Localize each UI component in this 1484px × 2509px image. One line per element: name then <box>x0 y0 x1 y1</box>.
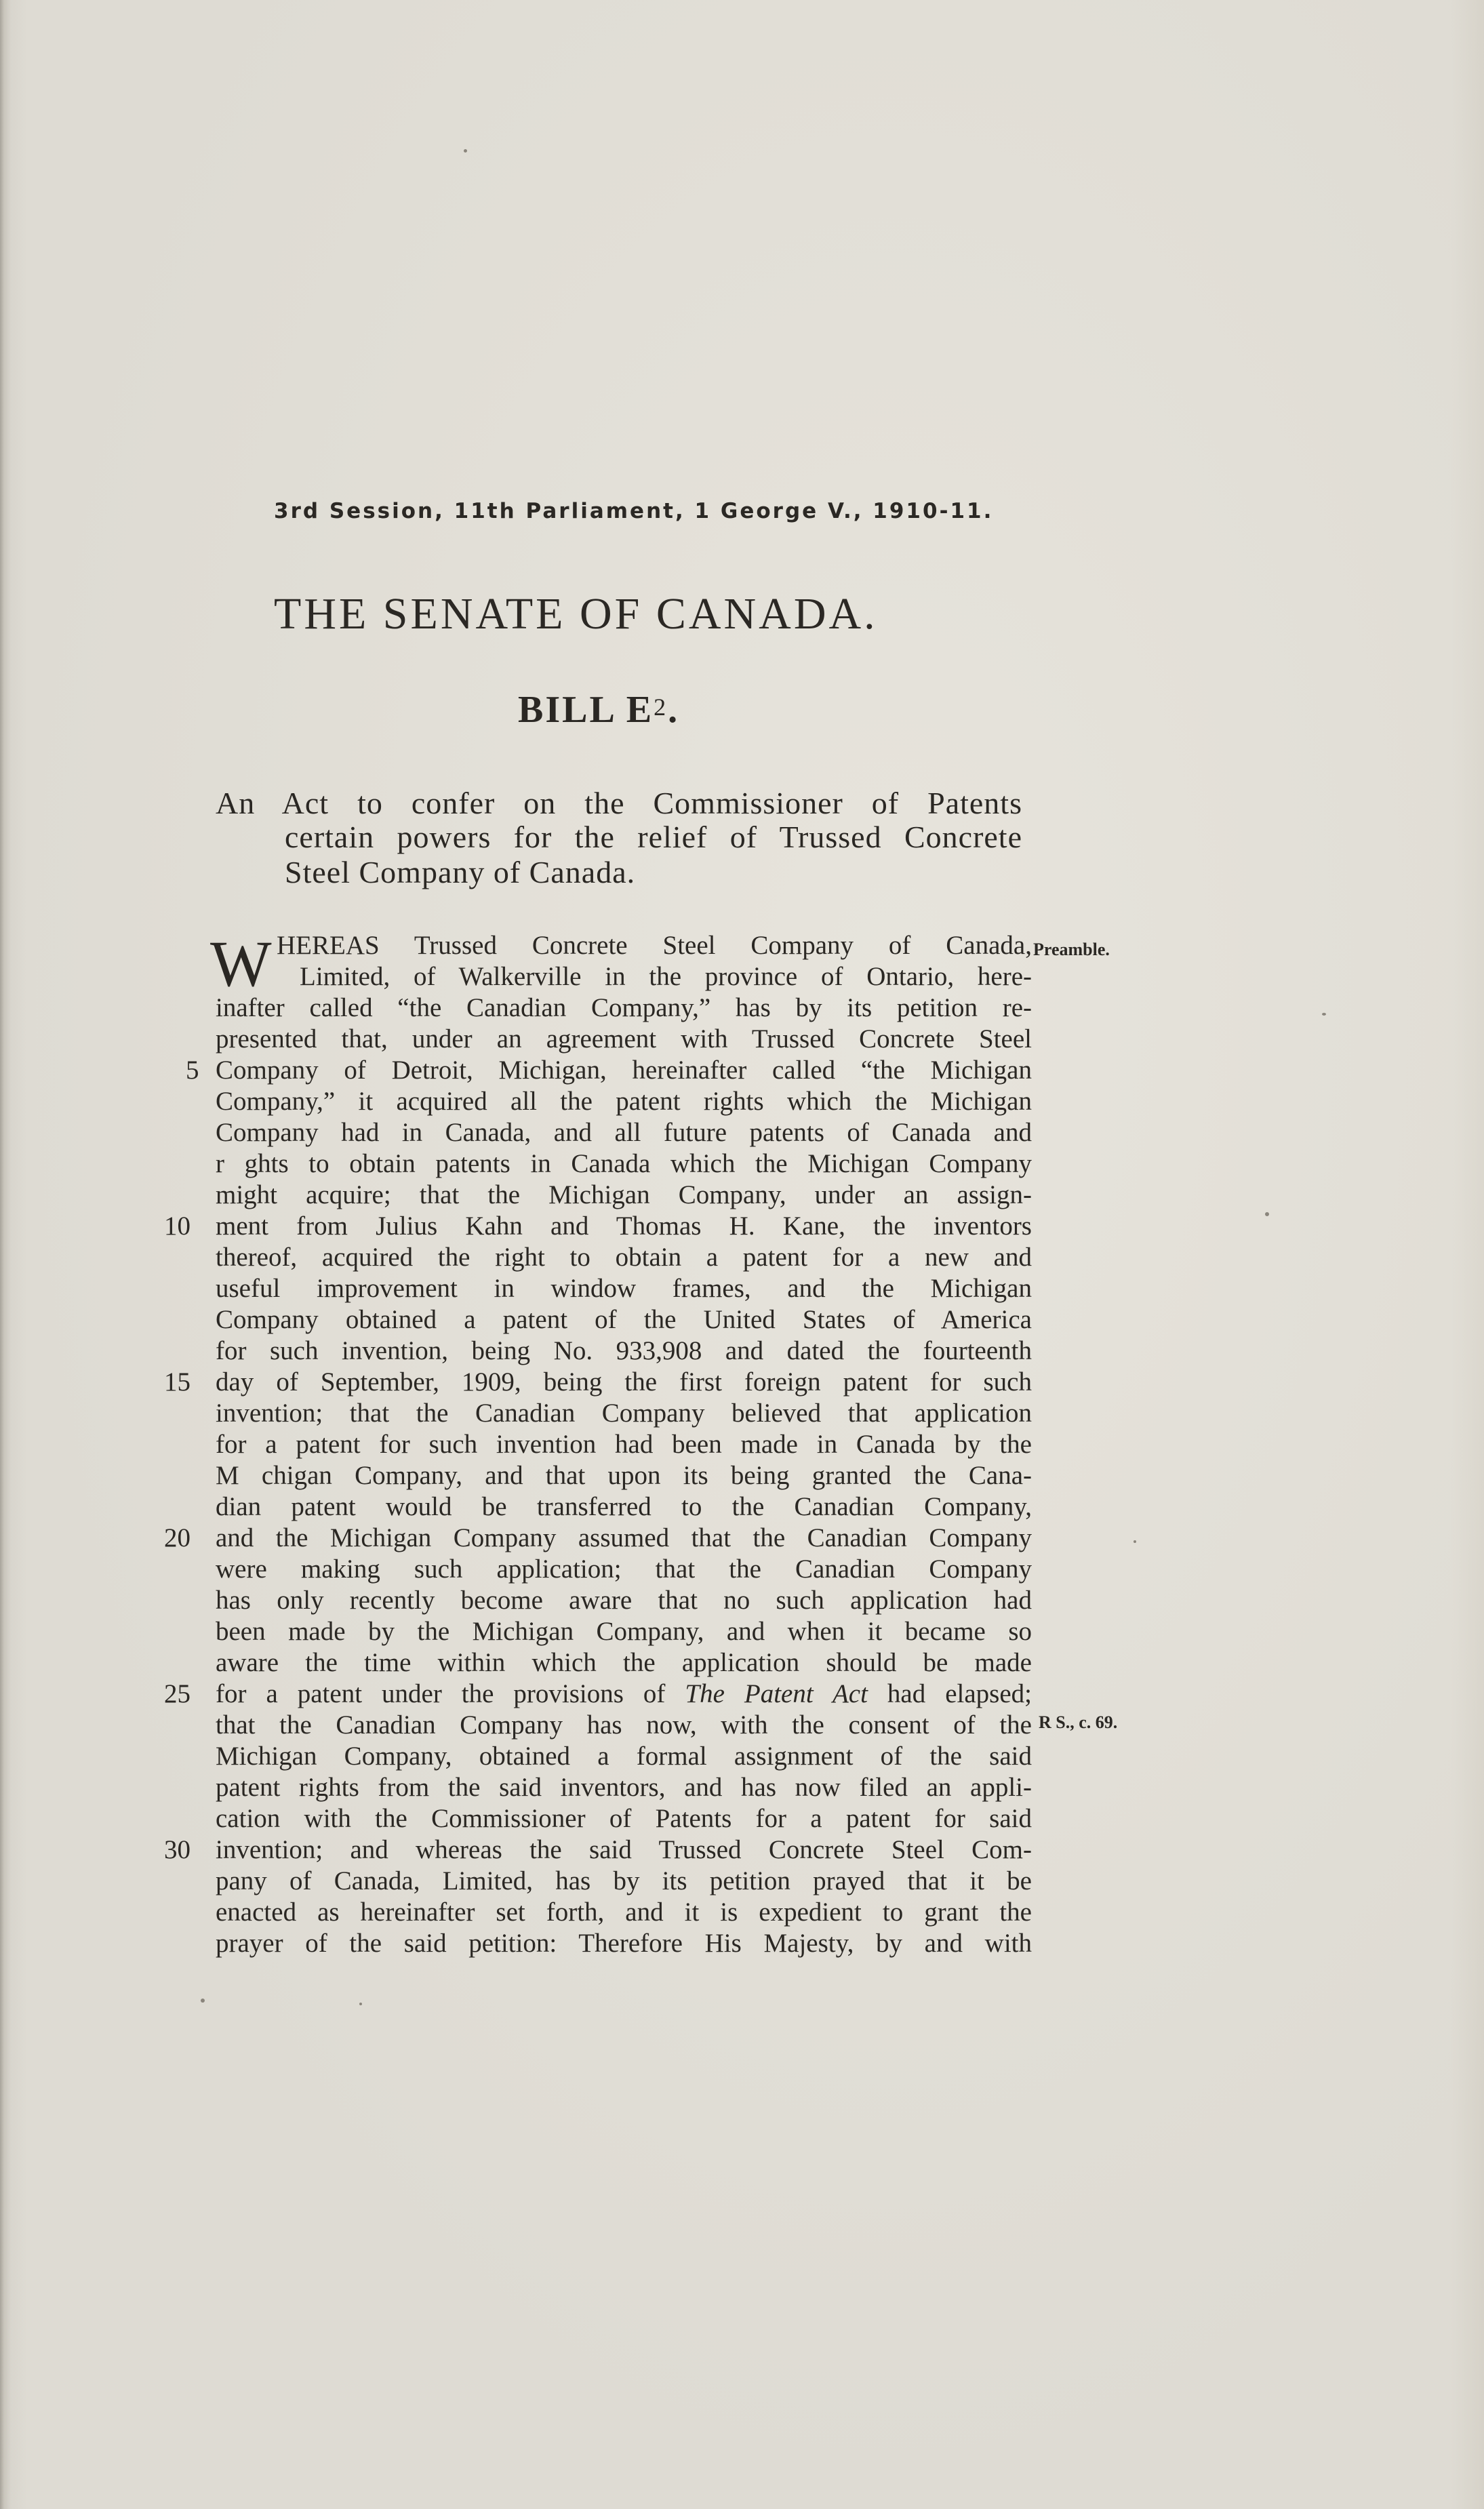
line-number: 20 <box>164 1523 190 1552</box>
preamble-line <box>164 1211 1032 1242</box>
preamble-line <box>164 1834 1032 1866</box>
line-text: Michigan Company, obtained a formal assignment of the said <box>216 1742 1032 1771</box>
line-text: prayer of the said petition: Therefore His Majesty, by and with <box>216 1929 1032 1958</box>
preamble-line <box>216 1616 1032 1647</box>
line-number: 25 <box>164 1679 190 1708</box>
line-text: were making such application; that the Canadian Company <box>216 1554 1032 1584</box>
bill-number <box>518 688 735 731</box>
preamble-line <box>216 1242 1032 1273</box>
bill-prefix: BILL E <box>518 689 654 731</box>
paper-speck <box>359 2003 362 2005</box>
preamble-line <box>216 1117 1032 1148</box>
preamble-line <box>216 1398 1032 1429</box>
preamble-line <box>216 1803 1032 1834</box>
line-text: that the Canadian Company has now, with the consent of the <box>216 1710 1032 1740</box>
bill-suffix: 2 <box>654 694 668 721</box>
line-text: thereof, acquired the right to obtain a patent for a new and <box>216 1243 1032 1272</box>
preamble-line <box>216 1897 1032 1928</box>
preamble-line <box>216 992 1032 1024</box>
line-text: has only recently become aware that no such application had <box>216 1586 1032 1615</box>
preamble-line <box>216 1866 1032 1897</box>
line-number: 30 <box>164 1835 190 1864</box>
preamble-line <box>186 1055 1032 1086</box>
preamble-line <box>216 1336 1032 1367</box>
preamble-line <box>216 1273 1032 1304</box>
line-text: Company,” it acquired all the patent rights which the Michigan <box>216 1087 1032 1116</box>
senate-heading: THE SENATE OF CANADA. <box>274 589 878 639</box>
paper-speck <box>1322 1013 1326 1016</box>
paper-speck <box>201 1999 205 2003</box>
line-text: for a patent under the provisions of The Patent Act had elapsed; <box>216 1679 1032 1708</box>
preamble-line <box>216 1585 1032 1616</box>
preamble-line <box>216 1741 1032 1772</box>
line-text: been made by the Michigan Company, and when it became so <box>216 1617 1032 1646</box>
line-text: enacted as hereinafter set forth, and it is expedient to grant the <box>216 1898 1032 1927</box>
line-text: r ghts to obtain patents in Canada which the Michigan Company <box>216 1149 1032 1178</box>
line-text: aware the time within which the application should be made <box>216 1648 1032 1677</box>
line-text: presented that, under an agreement with Trussed Concrete Steel <box>216 1024 1032 1053</box>
line-text: patent rights from the said inventors, and has now filed an appli- <box>216 1773 1032 1802</box>
preamble-line <box>164 1523 1032 1554</box>
preamble-line <box>216 961 1032 992</box>
preamble-line <box>216 1180 1032 1211</box>
margin-note-rs: R S., c. 69. <box>1039 1712 1118 1732</box>
line-number: 15 <box>164 1367 190 1397</box>
line-text: ment from Julius Kahn and Thomas H. Kane, the inventors <box>216 1211 1032 1241</box>
line-text: for a patent for such invention had been made in Canada by the <box>216 1430 1032 1459</box>
preamble-line <box>216 1024 1032 1055</box>
preamble-line <box>216 1429 1032 1460</box>
line-text: HEREAS Trussed Concrete Steel Company of Canada, <box>277 931 1032 960</box>
line-text: Company of Detroit, Michigan, hereinafter called “the Michigan <box>216 1056 1032 1085</box>
line-text: invention; that the Canadian Company believed that application <box>216 1399 1032 1428</box>
line-text: inafter called “the Canadian Company,” has by its petition re- <box>216 993 1032 1022</box>
preamble-line <box>216 1710 1032 1741</box>
preamble-line <box>216 1304 1032 1336</box>
preamble-line <box>164 1367 1032 1398</box>
preamble-line <box>216 930 1032 961</box>
session-header: 3rd Session, 11th Parliament, 1 George V., 1910-11. <box>274 499 994 523</box>
act-title-line-1: An Act to confer on the Commissioner of Patents <box>216 786 1022 820</box>
preamble-line <box>216 1460 1032 1491</box>
line-text: might acquire; that the Michigan Company, under an assign- <box>216 1180 1032 1209</box>
drop-cap: W <box>210 927 272 1000</box>
preamble-line <box>216 1928 1032 1959</box>
preamble-line <box>216 1772 1032 1803</box>
act-title-line-2: certain powers for the relief of Trussed Concrete <box>285 820 1022 854</box>
paper-speck <box>1265 1212 1269 1216</box>
line-number: 10 <box>164 1211 190 1241</box>
line-text: Limited, of Walkerville in the province of Ontario, here- <box>300 962 1032 991</box>
act-title-line-3: Steel Company of Canada. <box>285 855 636 889</box>
line-text: cation with the Commissioner of Patents for a patent for said <box>216 1804 1032 1833</box>
line-text: pany of Canada, Limited, has by its petition prayed that it be <box>216 1866 1032 1895</box>
act-name-italic: The Patent Act <box>685 1679 868 1708</box>
line-text: Company obtained a patent of the United States of America <box>216 1305 1032 1334</box>
line-text: Company had in Canada, and all future patents of Canada and <box>216 1118 1032 1147</box>
line-text: M chigan Company, and that upon its being granted the Cana- <box>216 1461 1032 1490</box>
preamble-line <box>164 1679 1032 1710</box>
paper-speck <box>1134 1540 1136 1543</box>
bill-period: . <box>668 689 680 731</box>
preamble-line <box>216 1086 1032 1117</box>
line-text: dian patent would be transferred to the Canadian Company, <box>216 1492 1032 1521</box>
line-text: invention; and whereas the said Trussed Concrete Steel Com- <box>216 1835 1032 1864</box>
line-text: and the Michigan Company assumed that the Canadian Company <box>216 1523 1032 1552</box>
margin-note-preamble: Preamble. <box>1033 940 1110 959</box>
line-text: for such invention, being No. 933,908 and dated the fourteenth <box>216 1336 1032 1365</box>
line-text: day of September, 1909, being the first foreign patent for such <box>216 1367 1032 1397</box>
preamble-line <box>216 1491 1032 1523</box>
paper-speck <box>464 149 467 153</box>
preamble-line <box>216 1148 1032 1180</box>
preamble-line <box>216 1647 1032 1679</box>
line-number: 5 <box>186 1056 199 1085</box>
line-text: useful improvement in window frames, and the Michigan <box>216 1274 1032 1303</box>
preamble-line <box>216 1554 1032 1585</box>
